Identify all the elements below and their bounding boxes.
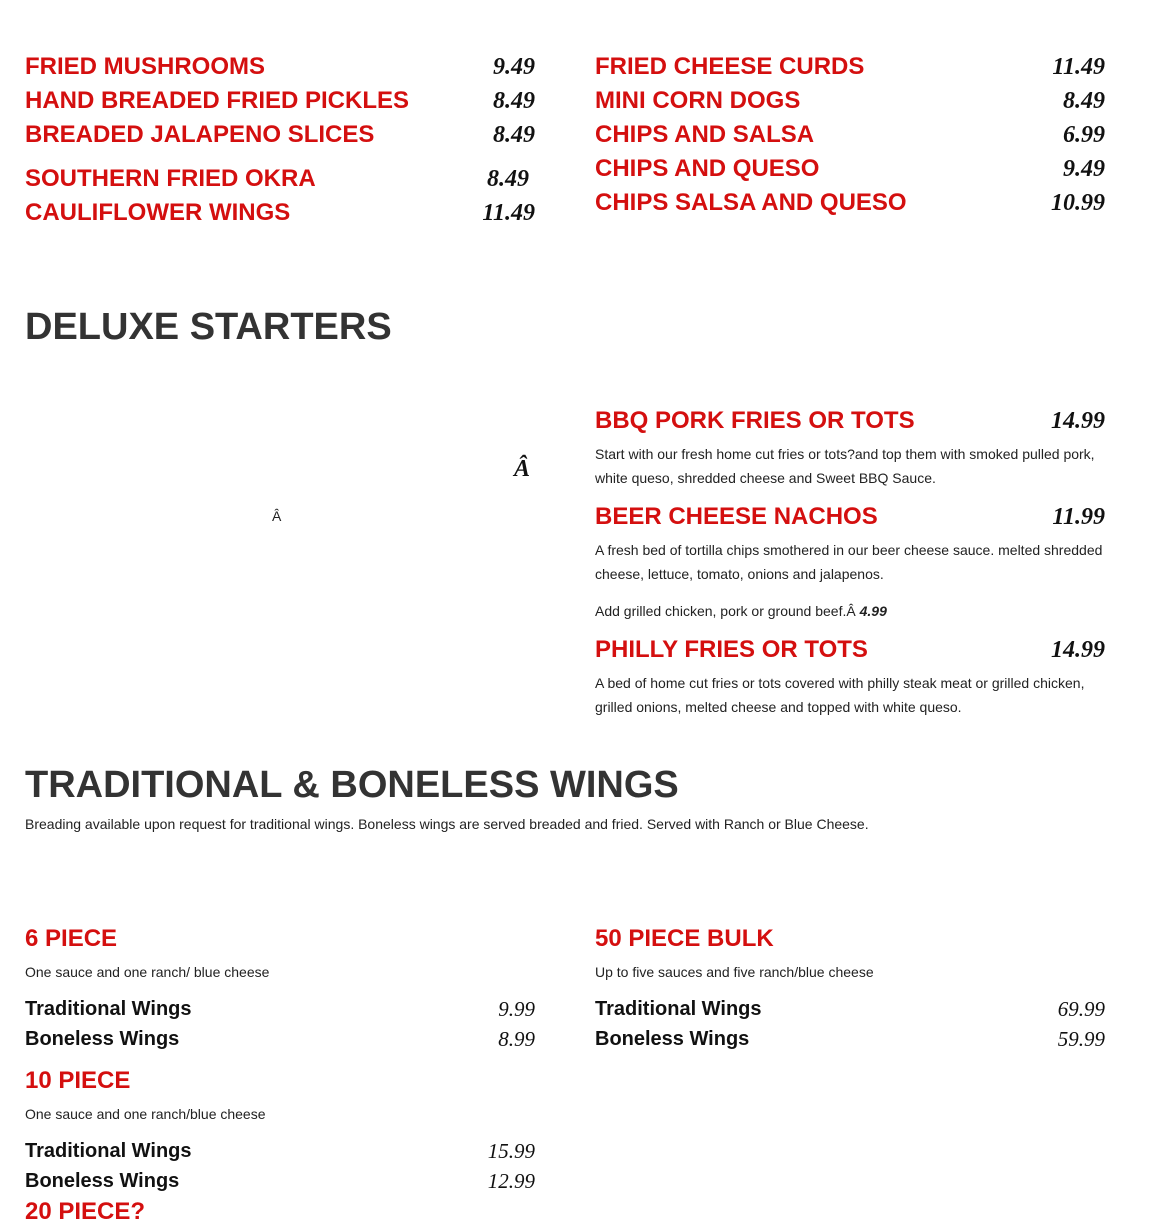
wings-size-description: Up to five sauces and five ranch/blue cheese — [595, 964, 874, 980]
wings-size-name: 50 PIECE BULK — [595, 925, 774, 952]
menu-item-name: HAND BREADED FRIED PICKLES — [25, 87, 410, 114]
traditional-wings-label: Traditional Wings — [25, 1140, 192, 1162]
menu-item-price: 8.49 — [493, 122, 535, 148]
menu-item-name: CHIPS AND QUESO — [595, 155, 820, 182]
stray-price-glyph: Â — [513, 456, 530, 482]
menu-item-price: 9.49 — [1063, 156, 1105, 182]
boneless-wings-label: Boneless Wings — [25, 1028, 180, 1050]
traditional-wings-label: Traditional Wings — [595, 998, 762, 1020]
deluxe-item-price: 14.99 — [1051, 637, 1105, 663]
deluxe-item-addon — [595, 599, 1110, 623]
menu-item-price: 8.49 — [487, 166, 529, 192]
menu-item-price: 8.49 — [1063, 88, 1105, 114]
deluxe-item-description: A bed of home cut fries or tots covered with philly steak meat or grilled chicken, grilled onions, melted cheese and topped with white queso. — [595, 675, 1085, 715]
stray-text-glyph: Â — [272, 508, 282, 524]
boneless-wings-label: Boneless Wings — [595, 1028, 750, 1050]
menu-item-name: FRIED CHEESE CURDS — [595, 53, 865, 80]
wings-size-name: 6 PIECE — [25, 925, 118, 952]
menu-item-name: FRIED MUSHROOMS — [25, 53, 265, 80]
menu-item-price: 6.99 — [1063, 122, 1105, 148]
traditional-wings-price: 9.99 — [498, 997, 535, 1021]
menu-item-name: SOUTHERN FRIED OKRA — [25, 165, 316, 192]
addon-price: 4.99 — [859, 603, 887, 619]
menu-item-name: CAULIFLOWER WINGS — [25, 199, 291, 226]
menu-item-name: BREADED JALAPENO SLICES — [25, 121, 375, 148]
menu-item-price: 9.49 — [493, 54, 535, 80]
wings-size-name: 10 PIECE — [25, 1067, 131, 1094]
deluxe-item-description: Start with our fresh home cut fries or tots?and top them with smoked pulled pork, white queso, shredded cheese and Sweet BBQ Sauce. — [595, 446, 1095, 486]
menu-item-price: 8.49 — [493, 88, 535, 114]
traditional-wings-price: 15.99 — [487, 1139, 535, 1163]
addon-text: Add grilled chicken, pork or ground beef.Â — [595, 603, 860, 619]
deluxe-item-name: PHILLY FRIES OR TOTS — [595, 636, 868, 663]
wings-note: Breading available upon request for traditional wings. Boneless wings are served breaded and fried. Served with Ranch or Blue Cheese. — [25, 816, 869, 832]
menu-item-price: 11.49 — [1052, 54, 1105, 80]
deluxe-item-price: 11.99 — [1052, 504, 1105, 530]
menu-item-name: MINI CORN DOGS — [595, 87, 801, 114]
section-title-deluxe: DELUXE STARTERS — [25, 306, 392, 348]
menu-item-price: 11.49 — [482, 200, 535, 226]
menu-item-price: 10.99 — [1051, 190, 1105, 216]
deluxe-item-price: 14.99 — [1051, 408, 1105, 434]
boneless-wings-price: 59.99 — [1057, 1027, 1105, 1051]
boneless-wings-label: Boneless Wings — [25, 1170, 180, 1192]
menu-item-name: CHIPS AND SALSA — [595, 121, 815, 148]
deluxe-item-description: A fresh bed of tortilla chips smothered in our beer cheese sauce. melted shredded cheese, lettuce, tomato, onions and jalapenos. — [595, 542, 1103, 582]
deluxe-item-name: BBQ PORK FRIES OR TOTS — [595, 407, 915, 434]
boneless-wings-price: 12.99 — [487, 1169, 535, 1193]
section-title-wings: TRADITIONAL & BONELESS WINGS — [25, 764, 679, 806]
wings-size-description: One sauce and one ranch/blue cheese — [25, 1106, 266, 1122]
traditional-wings-price: 69.99 — [1057, 997, 1105, 1021]
deluxe-item-name: BEER CHEESE NACHOS — [595, 503, 878, 530]
boneless-wings-price: 8.99 — [498, 1027, 535, 1051]
menu-item-name: CHIPS SALSA AND QUESO — [595, 189, 907, 216]
wings-size-description: One sauce and one ranch/ blue cheese — [25, 964, 270, 980]
wings-size-name: 20 PIECE? — [25, 1198, 146, 1225]
traditional-wings-label: Traditional Wings — [25, 998, 192, 1020]
